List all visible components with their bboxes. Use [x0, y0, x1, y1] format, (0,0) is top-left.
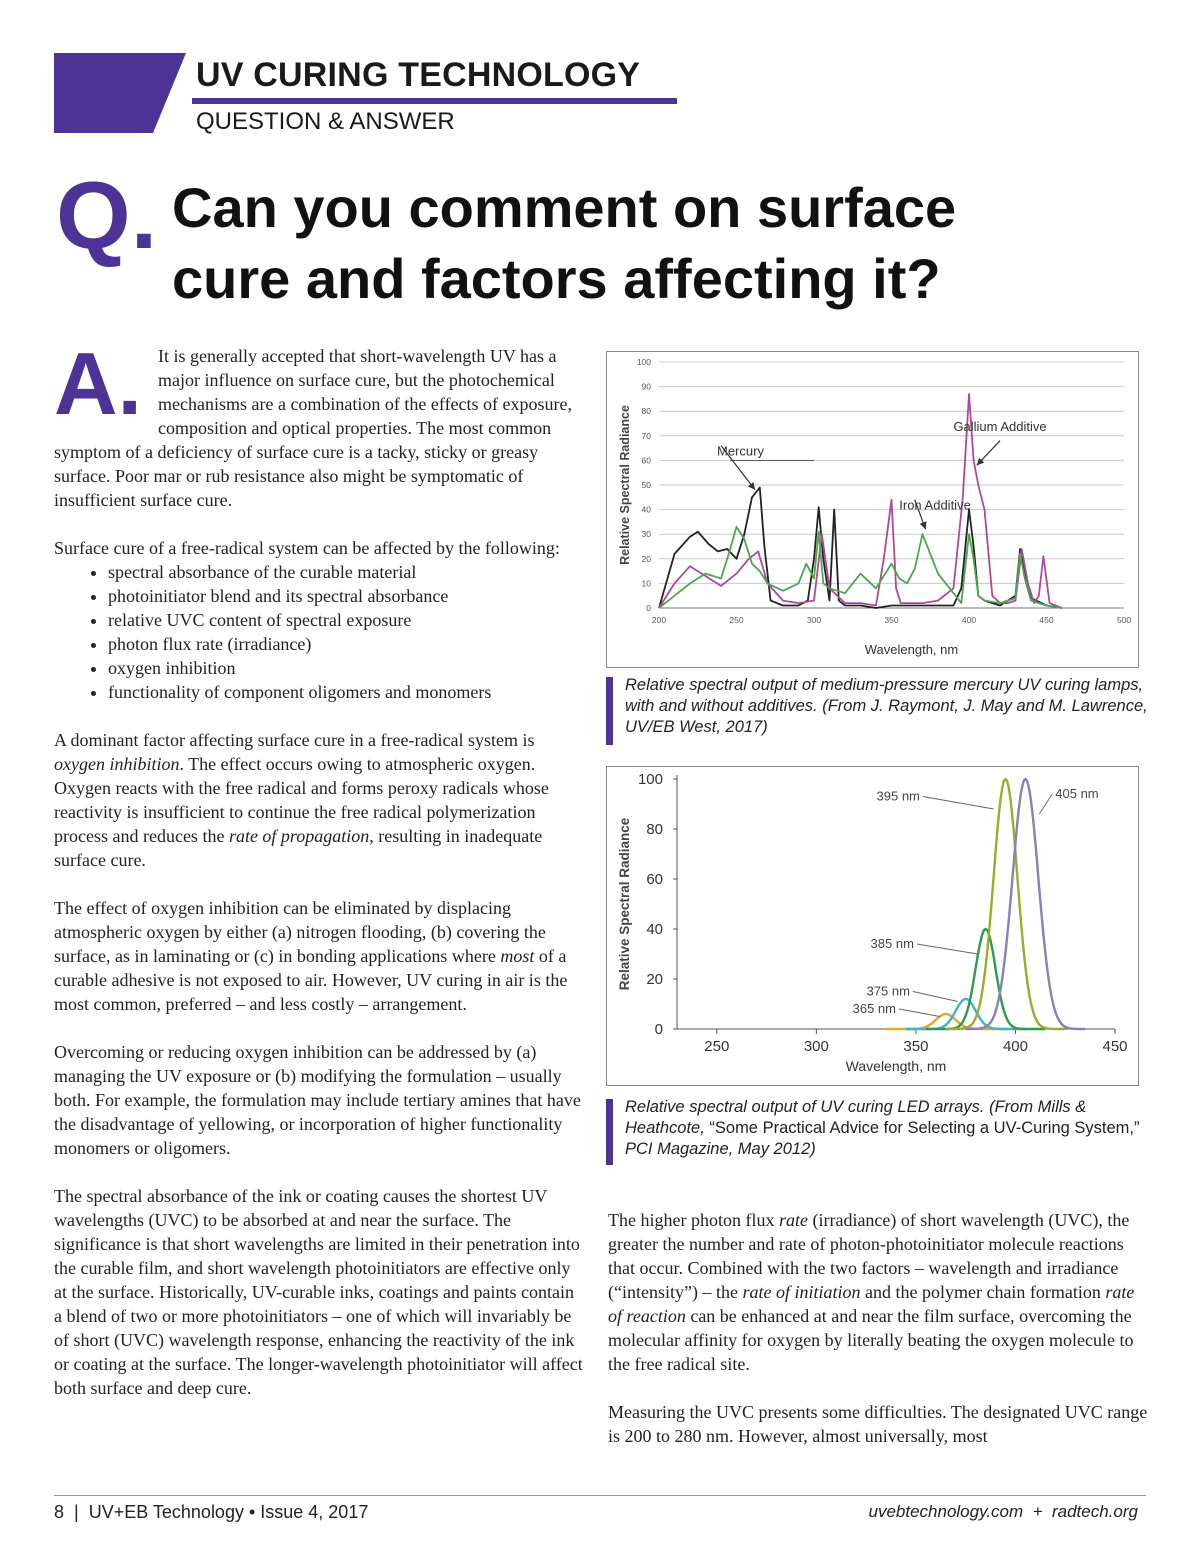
answer-paragraph-2: Surface cure of a free-radical system can be affected by the following:	[54, 538, 560, 558]
y-tick-label: 60	[641, 455, 651, 466]
x-axis-label: Wavelength, nm	[864, 642, 959, 657]
y-tick-label: 0	[646, 603, 651, 613]
x-tick-label: 450	[1039, 615, 1054, 625]
peak-label: 365 nm	[852, 1001, 896, 1016]
figure-2-caption: Relative spectral output of UV curing LED arrays. (From Mills & Heathcote, “Some Practical Advice for Selecting a UV-Curing System,” PCI Magazine, May 2012)	[606, 1097, 1165, 1160]
answer-paragraph-6: The spectral absorbance of the ink or coating causes the shortest UV wavelengths (UVC) to be absorbed at and near the surface. The significance is that short wavelengths are limited in their penetration into the curable film, and short wavelength photoinitiators are effective only at the surface. Historically, UV-curable inks, coatings and paints contain a blend of two or more photoinitiators – one of which will invariably be of short (UVC) wavelength response, enhancing the reactivity of the ink or coating at the surface. The longer-wavelength photoinitiator will affect both surface and deep cure.	[54, 1186, 583, 1398]
answer-letter: A.	[54, 334, 142, 433]
question-heading: Can you comment on surface cure and factors affecting it?	[172, 176, 957, 310]
y-tick-label: 100	[636, 357, 651, 367]
factor-list	[54, 560, 586, 704]
list-item: • photon flux rate (irradiance)	[108, 632, 586, 656]
y-tick-label: 20	[646, 971, 663, 988]
annotation-label: Iron Additive	[899, 497, 971, 513]
right-paragraph-2: Measuring the UVC presents some difficulties. The designated UVC range is 200 to 280 nm. However, almost universally, most	[608, 1402, 1148, 1446]
x-tick-label: 300	[803, 1038, 829, 1055]
header-rule	[192, 98, 677, 104]
x-tick-label: 250	[729, 615, 744, 625]
y-tick-label: 50	[641, 480, 651, 490]
x-tick-label: 450	[1102, 1038, 1128, 1055]
peak-leader	[913, 992, 958, 1002]
x-tick-label: 250	[704, 1038, 730, 1055]
caption-bar	[606, 1099, 613, 1165]
led-spectrum-chart	[607, 767, 1138, 1085]
x-tick-label: 400	[961, 615, 977, 625]
caption-bar	[606, 677, 613, 745]
peak-leader	[1039, 794, 1052, 814]
section-title: UV CURING TECHNOLOGY	[196, 56, 641, 94]
list-item: • photoinitiator blend and its spectral absorbance	[108, 584, 586, 608]
list-item: • oxygen inhibition	[108, 656, 586, 680]
y-axis-label: Relative Spectral Radiance	[617, 817, 632, 991]
peak-label: 375 nm	[866, 983, 910, 999]
y-tick-label: 10	[641, 578, 651, 589]
peak-label: 395 nm	[876, 788, 920, 804]
series-line-iron-additive	[659, 527, 1062, 608]
annotation-label: Gallium Additive	[953, 418, 1047, 434]
annotation-arrow	[977, 441, 1000, 466]
y-tick-label: 80	[646, 821, 663, 838]
answer-paragraph-5: Overcoming or reducing oxygen inhibition can be addressed by (a) managing the UV exposure or (b) modifying the formulation – usually both. For example, the formulation may include tertiary amines that have the disadvantage of yellowing, or incorporation of higher functionality monomers or oligomers.	[54, 1042, 581, 1158]
y-tick-label: 100	[637, 771, 663, 788]
question-letter: Q.	[56, 162, 158, 269]
figure-1-caption: Relative spectral output of medium-pressure mercury UV curing lamps, with and without additives. (From J. Raymont, J. May and M. Lawrence, UV/EB West, 2017)	[606, 675, 1165, 738]
y-tick-label: 30	[641, 529, 651, 540]
led-spectrum-figure	[606, 766, 1139, 1086]
x-tick-label: 300	[806, 615, 822, 625]
y-tick-label: 40	[646, 921, 663, 938]
footer-issue: 8 | UV+EB Technology • Issue 4, 2017	[54, 1502, 369, 1522]
peak-label: 385 nm	[870, 936, 914, 951]
y-tick-label: 40	[641, 504, 651, 515]
x-tick-label: 200	[651, 615, 667, 625]
y-tick-label: 80	[641, 406, 651, 417]
y-axis-label: Relative Spectral Radiance	[618, 405, 632, 565]
y-tick-label: 60	[646, 871, 663, 888]
footer-links[interactable]: uvebtechnology.com + radtech.org	[868, 1502, 1138, 1521]
answer-paragraph-1: A. It is generally accepted that short-wavelength UV has a major influence on surface cure, but the photochemical mechanisms are a combination of the effects of exposure, composition and optical properties. The most common symptom of a deficiency of surface cure is a tacky, sticky or greasy surface. Poor mar or rub resistance also might be symptomatic of insufficient surface cure.	[54, 334, 573, 510]
list-item: • spectral absorbance of the curable material	[108, 560, 586, 584]
y-tick-label: 70	[641, 430, 651, 441]
list-item: • functionality of component oligomers and monomers	[108, 680, 586, 704]
peak-label: 405 nm	[1055, 786, 1099, 801]
x-tick-label: 500	[1116, 615, 1132, 625]
x-tick-label: 400	[1002, 1038, 1028, 1055]
footer-rule	[54, 1495, 1146, 1496]
y-tick-label: 90	[641, 381, 651, 392]
x-axis-label: Wavelength, nm	[845, 1058, 947, 1074]
right-paragraph-1: The higher photon flux rate (irradiance) of short wavelength (UVC), the greater the number and rate of photon-photoinitiator molecule reactions that occur. Combined with the two factors – wavelength and irradiance (“intensity”) – the rate of initiation and the polymer chain formation rate of reaction can be enhanced at and near the film surface, overcoming the molecular affinity for oxygen by literally beating the oxygen molecule to the free radical site.	[608, 1210, 1135, 1374]
x-tick-label: 350	[903, 1038, 929, 1055]
mercury-spectrum-figure	[606, 351, 1139, 668]
series-line-mercury	[659, 488, 1062, 609]
answer-column-right	[608, 1208, 1148, 1472]
x-tick-label: 350	[884, 615, 899, 625]
answer-paragraph-4: The effect of oxygen inhibition can be eliminated by displacing atmospheric oxygen by either (a) nitrogen flooding, (b) covering the surface, as in laminating or (c) in bonding applications where most of a curable adhesive is not exposed to air. However, UV curing in air is the most common, preferred – and less costly – arrangement.	[54, 898, 568, 1014]
answer-column-left	[54, 334, 586, 1424]
series-line-405-nm	[966, 779, 1085, 1029]
peak-leader	[923, 797, 994, 810]
mercury-spectrum-chart	[607, 352, 1138, 667]
y-tick-label: 0	[654, 1021, 663, 1038]
section-subtitle: QUESTION & ANSWER	[196, 108, 455, 135]
series-line-395-nm	[946, 779, 1065, 1029]
list-item: • relative UVC content of spectral exposure	[108, 608, 586, 632]
answer-paragraph-3: A dominant factor affecting surface cure in a free-radical system is oxygen inhibition. The effect occurs owing to atmospheric oxygen. Oxygen reacts with the free radical and forms peroxy radicals whose reactivity is insufficient to continue the free radical polymerization process and reduces the rate of propagation, resulting in inadequate surface cure.	[54, 730, 549, 870]
peak-leader	[917, 944, 978, 954]
header-accent-block	[54, 53, 186, 133]
annotation-label: Mercury	[717, 443, 764, 459]
peak-leader	[899, 1009, 940, 1017]
y-tick-label: 20	[641, 553, 651, 564]
